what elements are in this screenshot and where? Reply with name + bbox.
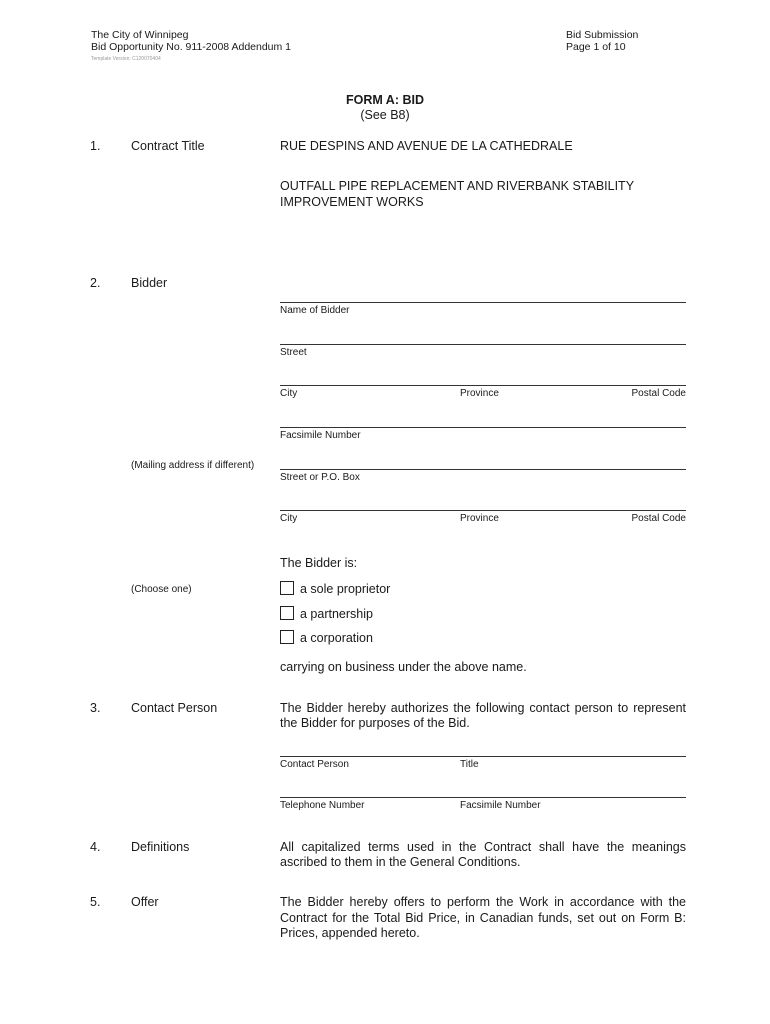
sole-proprietor-checkbox[interactable] xyxy=(280,581,294,595)
section-5-number: 5. xyxy=(90,895,101,909)
partnership-label: a partnership xyxy=(300,607,373,621)
section-1-number: 1. xyxy=(90,139,101,153)
postal-code-label: Postal Code xyxy=(631,388,686,399)
mailing-postal-code-label: Postal Code xyxy=(631,513,686,524)
street-line[interactable] xyxy=(280,344,686,345)
contact-title-line[interactable] xyxy=(280,756,686,757)
contact-person-label: Contact Person xyxy=(280,759,349,770)
contact-phone-fax-line[interactable] xyxy=(280,797,686,798)
section-3-number: 3. xyxy=(90,701,101,715)
po-box-line[interactable] xyxy=(280,469,686,470)
section-4-label: Definitions xyxy=(131,840,190,854)
corporation-label: a corporation xyxy=(300,631,373,645)
mailing-city-line[interactable] xyxy=(280,510,686,511)
contract-title-line-1: RUE DESPINS AND AVENUE DE LA CATHEDRALE xyxy=(280,139,573,153)
section-1-label: Contract Title xyxy=(131,139,205,153)
bidder-is-label: The Bidder is: xyxy=(280,556,358,570)
mailing-address-note: (Mailing address if different) xyxy=(131,460,255,471)
name-of-bidder-line[interactable] xyxy=(280,302,686,303)
section-4-number: 4. xyxy=(90,840,101,854)
offer-line-2: Contract for the Total Bid Price, in Canadian funds, set out on Form B: xyxy=(280,911,686,925)
section-3-label: Contact Person xyxy=(131,701,218,715)
definitions-line-1: All capitalized terms used in the Contract shall have the meanings xyxy=(280,840,686,854)
mailing-city-label: City xyxy=(280,513,298,524)
sole-proprietor-label: a sole proprietor xyxy=(300,582,391,596)
contact-title-label: Title xyxy=(460,759,479,770)
choose-one-note: (Choose one) xyxy=(131,584,192,595)
po-box-label: Street or P.O. Box xyxy=(280,472,360,483)
corporation-checkbox[interactable] xyxy=(280,630,294,644)
definitions-line-2: ascribed to them in the General Conditions. xyxy=(280,855,521,869)
facsimile-label: Facsimile Number xyxy=(280,430,361,441)
contact-authorization-line-1: The Bidder hereby authorizes the following contact person to represent xyxy=(280,701,686,715)
header-org: The City of Winnipeg xyxy=(91,29,189,41)
street-label: Street xyxy=(280,347,307,358)
header-page-number: Page 1 of 10 xyxy=(566,41,626,53)
mailing-province-label: Province xyxy=(460,513,499,524)
header-section: Bid Submission xyxy=(566,29,639,41)
city-label: City xyxy=(280,388,298,399)
partnership-checkbox[interactable] xyxy=(280,606,294,620)
city-province-postal-line[interactable] xyxy=(280,385,686,386)
form-title: FORM A: BID xyxy=(346,93,424,107)
carrying-on-business-text: carrying on business under the above name. xyxy=(280,660,527,674)
contact-authorization-line-2: the Bidder for purposes of the Bid. xyxy=(280,716,470,730)
facsimile-line[interactable] xyxy=(280,427,686,428)
province-label: Province xyxy=(460,388,499,399)
contract-title-line-3: IMPROVEMENT WORKS xyxy=(280,195,424,209)
name-of-bidder-label: Name of Bidder xyxy=(280,305,350,316)
telephone-number-label: Telephone Number xyxy=(280,800,365,811)
section-2-label: Bidder xyxy=(131,276,168,290)
contract-title-line-2: OUTFALL PIPE REPLACEMENT AND RIVERBANK STABILITY xyxy=(280,179,635,193)
form-subtitle: (See B8) xyxy=(360,108,410,122)
contact-facsimile-label: Facsimile Number xyxy=(460,800,541,811)
header-bid-opportunity: Bid Opportunity No. 911-2008 Addendum 1 xyxy=(91,41,292,53)
offer-line-1: The Bidder hereby offers to perform the Work in accordance with the xyxy=(280,895,686,909)
section-2-number: 2. xyxy=(90,276,101,290)
offer-line-3: Prices, appended hereto. xyxy=(280,926,420,940)
header-template-version: Template Version: C120070404 xyxy=(91,56,161,62)
section-5-label: Offer xyxy=(131,895,159,909)
